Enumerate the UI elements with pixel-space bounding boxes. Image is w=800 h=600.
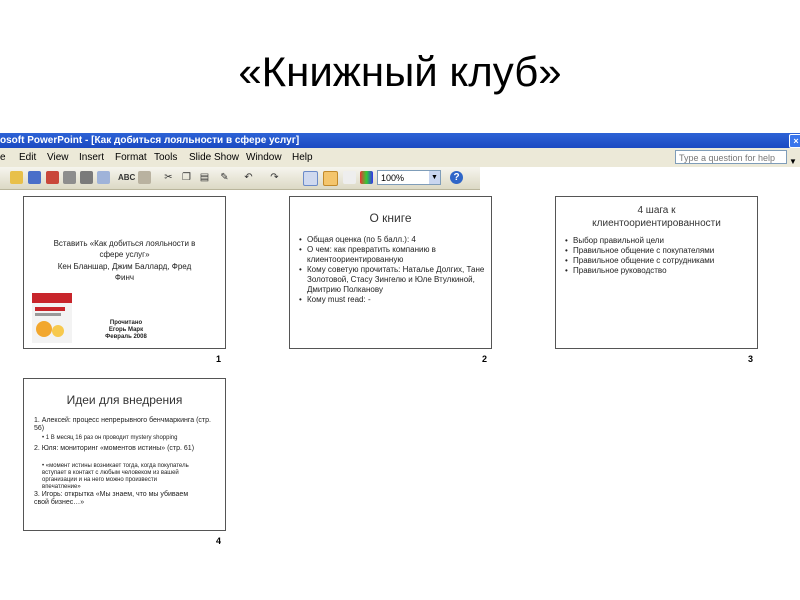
copy-icon[interactable]: ❐ xyxy=(182,172,191,183)
list-item: • Кому must read: - xyxy=(298,295,486,305)
chevron-down-icon[interactable]: ▼ xyxy=(429,171,440,184)
color-icon[interactable] xyxy=(360,171,373,184)
slide-1-footer: Февраль 2008 xyxy=(105,334,147,340)
undo-icon[interactable]: ↶ xyxy=(244,172,253,183)
slide-1-line: Кен Бланшар, Джим Баллард, Фред xyxy=(57,262,192,271)
slide-number: 3 xyxy=(748,354,754,364)
book-cover-image xyxy=(32,293,72,343)
window-title: osoft PowerPoint - [Как добиться лояльности в сфере услуг] xyxy=(0,135,300,146)
slide-1-footer: Егорь Марк xyxy=(108,327,144,333)
list-item: 1. Алексей: процесс непрерывного бенчмаркинга (стр. 56) xyxy=(34,417,211,432)
slide-1-line: Вставить «Как добиться лояльности в xyxy=(53,239,196,248)
slide-number: 1 xyxy=(216,354,222,364)
paste-icon[interactable]: ▤ xyxy=(199,172,210,183)
spelling-icon[interactable]: ABC xyxy=(118,173,136,182)
list-item: • Правильное общение с сотрудниками xyxy=(564,256,752,266)
slide-thumbnail-4[interactable] xyxy=(23,378,226,531)
permission-icon[interactable] xyxy=(46,171,59,184)
close-icon[interactable]: × xyxy=(789,134,800,148)
menu-file[interactable]: e xyxy=(0,152,6,163)
slide-2-title: О книге xyxy=(369,211,412,225)
list-item: • 1 В месяц 16 раз он проводит mystery shopping xyxy=(42,435,178,441)
grayscale-icon[interactable] xyxy=(323,171,338,186)
standard-toolbar xyxy=(0,167,480,190)
slide-3-title: клиентоориентированности xyxy=(592,218,721,229)
menu-format[interactable]: Format xyxy=(115,152,147,163)
chevron-down-icon[interactable]: ▼ xyxy=(789,157,797,166)
menu-help[interactable]: Help xyxy=(292,152,313,163)
slide-thumbnail-2[interactable] xyxy=(289,196,492,349)
list-item: • Общая оценка (по 5 балл.): 4 xyxy=(298,235,486,245)
slide-thumbnail-3[interactable] xyxy=(555,196,758,349)
zoom-value: 100% xyxy=(381,173,405,183)
slide-1-footer: Прочитано xyxy=(109,320,143,326)
format-painter-icon[interactable]: ✎ xyxy=(220,172,229,183)
show-formatting-icon[interactable] xyxy=(303,171,318,186)
window-titlebar xyxy=(0,133,800,148)
expand-all-icon[interactable] xyxy=(343,171,356,184)
slide-4-title: Идеи для внедрения xyxy=(66,393,183,407)
list-item: • Кому советую прочитать: Наталье Долгих, Тане Золотовой, Стасу Зингелю и Юле Втулкиной, Дмитрию Полканову xyxy=(298,265,486,295)
cut-icon[interactable]: ✂ xyxy=(164,172,173,183)
list-item: • Правильное общение с покупателями xyxy=(564,246,752,256)
list-item: • О чем: как превратить компанию в клиентоориентированную xyxy=(298,245,486,265)
redo-icon[interactable]: ↷ xyxy=(270,172,279,183)
menu-slide-show[interactable]: Slide Show xyxy=(189,152,240,163)
menu-window[interactable]: Window xyxy=(246,152,282,163)
help-icon[interactable]: ? xyxy=(450,171,463,184)
menu-bar xyxy=(0,148,800,167)
list-item: 2. Юля: мониторинг «моментов истины» (стр. 61) xyxy=(34,445,195,452)
open-icon[interactable] xyxy=(10,171,23,184)
zoom-select[interactable] xyxy=(377,170,441,185)
slide-2-bullets xyxy=(298,235,486,305)
save-icon[interactable] xyxy=(28,171,41,184)
menu-view[interactable]: View xyxy=(47,152,69,163)
slide-3-title: 4 шага к xyxy=(637,205,676,216)
slide-1-line: Финч xyxy=(114,273,135,282)
list-item: • Правильное руководство xyxy=(564,266,752,276)
print-icon[interactable] xyxy=(80,171,93,184)
list-item: • Выбор правильной цели xyxy=(564,236,752,246)
print-preview-icon[interactable] xyxy=(97,171,110,184)
slide-sorter-view xyxy=(0,190,800,600)
menu-edit[interactable]: Edit xyxy=(19,152,37,163)
help-search-input[interactable]: Type a question for help xyxy=(675,150,787,164)
slide-number: 4 xyxy=(216,536,222,546)
powerpoint-screenshot xyxy=(0,133,800,600)
slide-1-line: сфере услуг» xyxy=(99,250,150,259)
list-item: • «момент истины возникает тогда, когда покупатель вступает в контакт с любым человеком из вашей организации и на него можно произвести впечатление» xyxy=(42,463,189,490)
research-icon[interactable] xyxy=(138,171,151,184)
slide-thumbnail-1[interactable] xyxy=(23,196,226,349)
slide-number: 2 xyxy=(482,354,488,364)
slide-title: «Книжный клуб» xyxy=(238,48,562,95)
list-item: 3. Игорь: открытка «Мы знаем, что мы убиваем свой бизнес…» xyxy=(34,491,189,506)
menu-tools[interactable]: Tools xyxy=(154,152,178,163)
menu-insert[interactable]: Insert xyxy=(79,152,105,163)
slide-3-bullets xyxy=(564,236,752,276)
email-icon[interactable] xyxy=(63,171,76,184)
